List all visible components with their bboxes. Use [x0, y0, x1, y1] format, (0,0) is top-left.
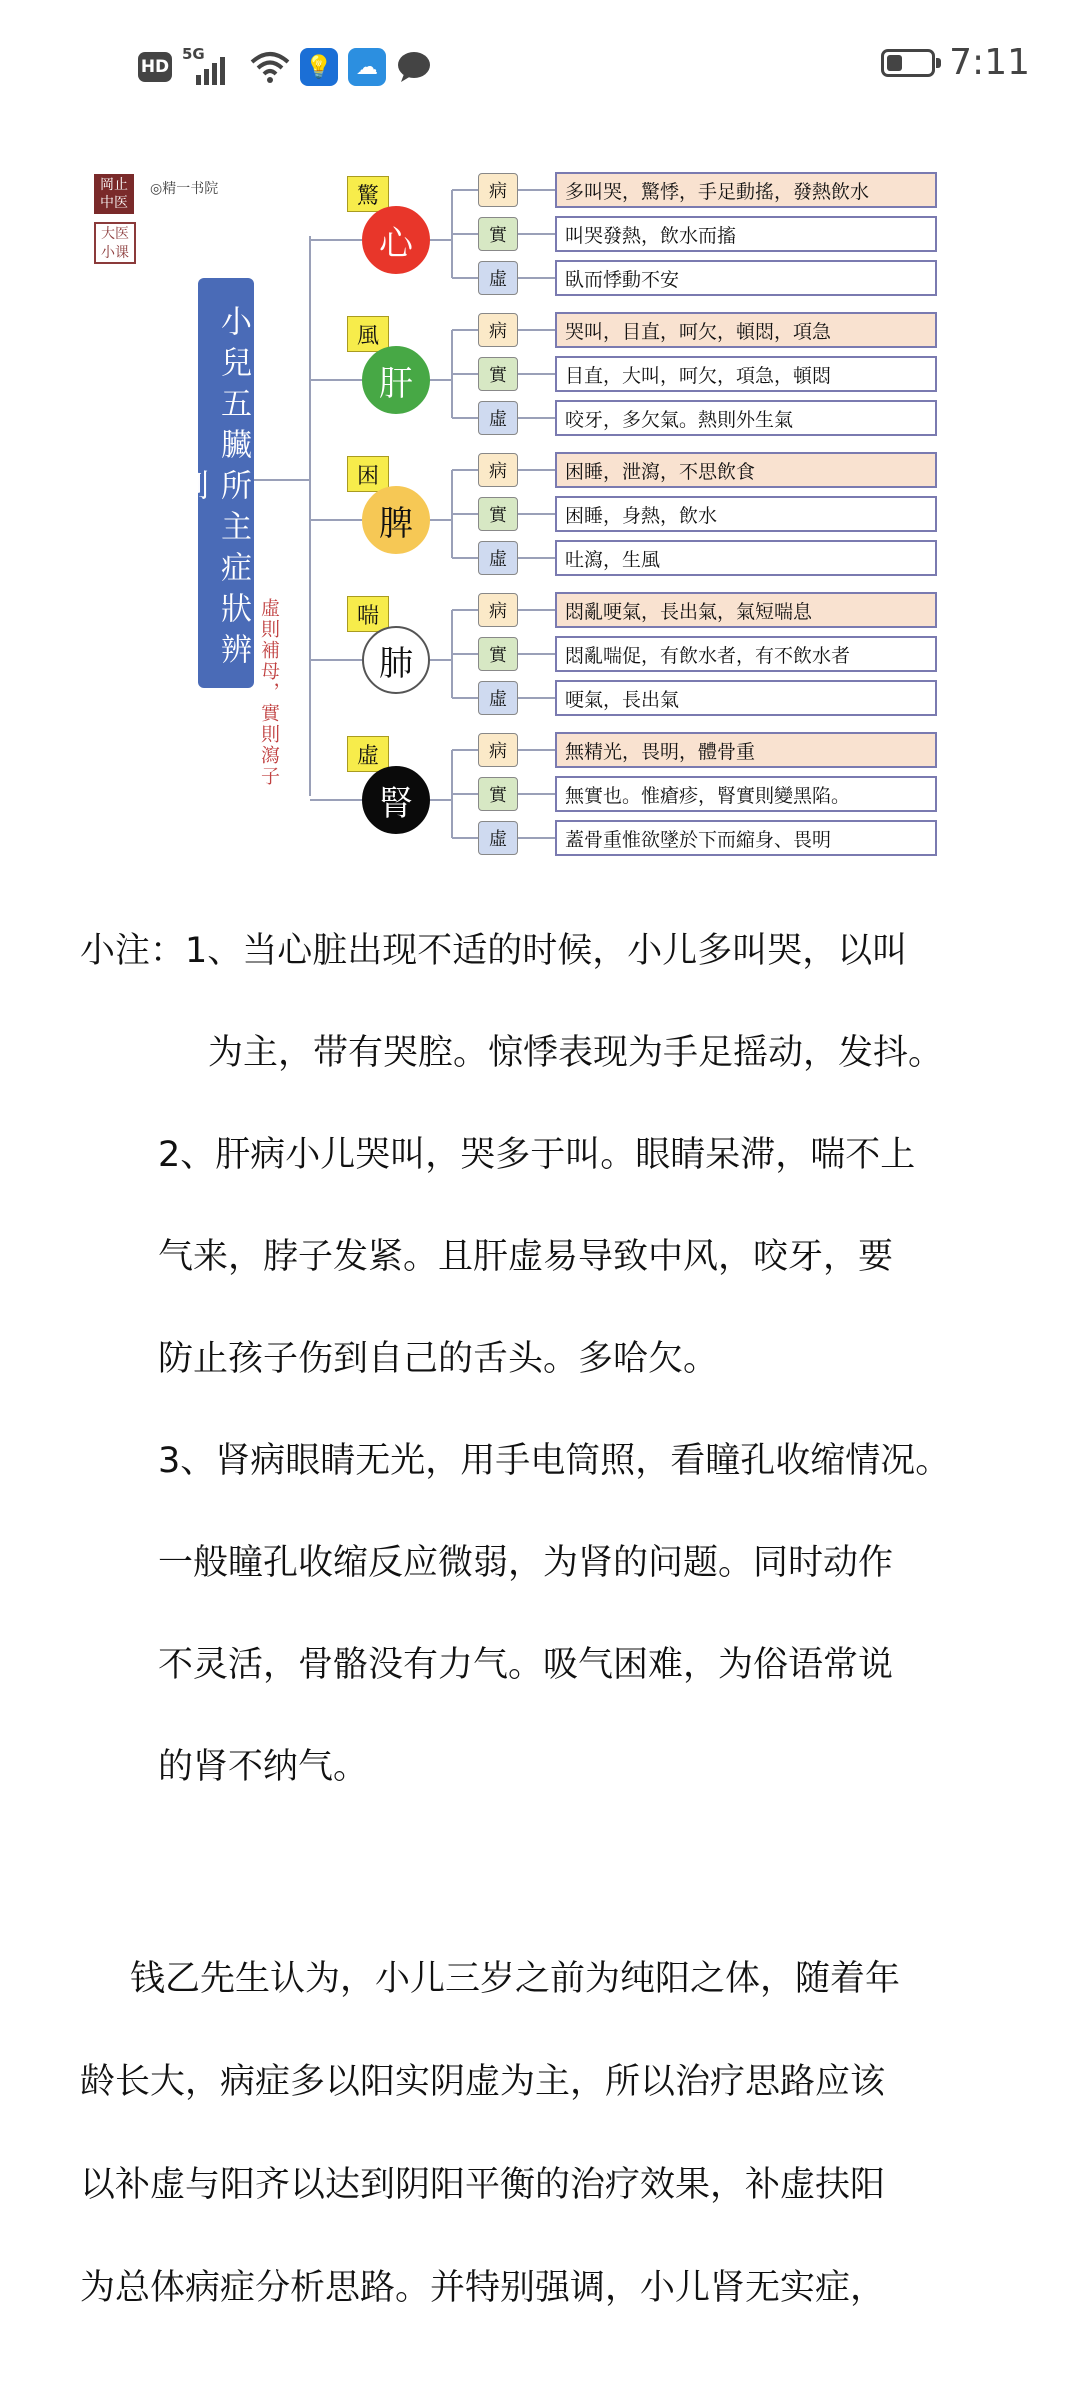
- symptom-label-bing: 病: [478, 733, 518, 767]
- symptom-box-xu: 蓋骨重惟欲墜於下而縮身、畏明: [555, 820, 937, 856]
- symptom-label-bing: 病: [478, 313, 518, 347]
- symptom-label-shi: 實: [478, 637, 518, 671]
- symptom-label-bing: 病: [478, 453, 518, 487]
- symptom-box-xu: 臥而悸動不安: [555, 260, 937, 296]
- organ-circle: 脾: [362, 486, 430, 554]
- wifi-icon: [250, 50, 290, 84]
- organ-circle: 心: [362, 206, 430, 274]
- note-line: 防止孩子伤到自己的舌头。多哈欠。: [158, 1339, 719, 1379]
- organ-symptom-diagram: [0, 150, 1080, 880]
- note-line: 的肾不纳气。: [158, 1747, 369, 1787]
- symptom-box-shi: 目直，大叫，呵欠，項急，頓悶: [555, 356, 937, 392]
- symptom-box-xu: 咬牙，多欠氣。熱則外生氣: [555, 400, 937, 436]
- symptom-label-bing: 病: [478, 173, 518, 207]
- symptom-label-xu: 虛: [478, 541, 518, 575]
- symptom-box-bing: 困睡，泄瀉，不思飲食: [555, 452, 937, 488]
- symptom-box-shi: 叫哭發熱，飲水而搐: [555, 216, 937, 252]
- symptom-label-xu: 虛: [478, 821, 518, 855]
- note-line: 小注：1、当心脏出现不适的时候，小儿多叫哭，以叫: [80, 931, 908, 971]
- paragraph-line: 为总体病症分析思路。并特别强调，小儿肾无实症，: [80, 2268, 886, 2308]
- symptom-label-bing: 病: [478, 593, 518, 627]
- clock: 7:11: [949, 42, 1030, 83]
- note-line: 一般瞳孔收缩反应微弱，为肾的问题。同时动作: [158, 1543, 894, 1583]
- symptom-label-shi: 實: [478, 217, 518, 251]
- hd-badge: HD: [138, 52, 172, 82]
- symptom-box-xu: 吐瀉，生風: [555, 540, 937, 576]
- diagram-title: 小兒五臟所主症狀辨別: [198, 278, 254, 688]
- organ-tag: 困: [347, 456, 389, 492]
- organ-circle: 腎: [362, 766, 430, 834]
- paragraph-line: 龄长大，病症多以阳实阴虚为主，所以治疗思路应该: [80, 2062, 886, 2102]
- symptom-label-shi: 實: [478, 357, 518, 391]
- symptom-box-shi: 無實也。惟瘡疹，腎實則變黑陷。: [555, 776, 937, 812]
- symptom-box-bing: 哭叫，目直，呵欠，頓悶，項急: [555, 312, 937, 348]
- organ-circle: 肺: [362, 626, 430, 694]
- symptom-label-xu: 虛: [478, 401, 518, 435]
- symptom-label-shi: 實: [478, 497, 518, 531]
- symptom-box-xu: 哽氣，長出氣: [555, 680, 937, 716]
- note-line: 为主，带有哭腔。惊悸表现为手足摇动，发抖。: [208, 1033, 944, 1073]
- symptom-label-xu: 虛: [478, 261, 518, 295]
- stamp-logo-2: 大医小课: [94, 222, 136, 264]
- paragraph-line: 钱乙先生认为，小儿三岁之前为纯阳之体，随着年: [130, 1959, 901, 1999]
- bulb-app-icon: 💡: [300, 48, 338, 86]
- symptom-box-shi: 困睡，身熱，飲水: [555, 496, 937, 532]
- diagram-side-note: 虛則補母，實則瀉子: [258, 598, 280, 787]
- publisher-label: ◎精一书院: [150, 181, 219, 197]
- status-right: [881, 42, 1030, 83]
- organ-tag: 驚: [347, 176, 389, 212]
- body-paragraph: [80, 1928, 1000, 2340]
- organ-tag: 虛: [347, 736, 389, 772]
- message-app-icon: [396, 50, 432, 84]
- note-line: 气来，脖子发紧。且肝虚易导致中风，咬牙，要: [158, 1237, 894, 1277]
- symptom-box-shi: 悶亂喘促，有飲水者，有不飲水者: [555, 636, 937, 672]
- organ-tag: 喘: [347, 596, 389, 632]
- note-line: 不灵活，骨骼没有力气。吸气困难，为俗语常说: [158, 1645, 894, 1685]
- symptom-label-xu: 虛: [478, 681, 518, 715]
- organ-circle: 肝: [362, 346, 430, 414]
- symptom-box-bing: 悶亂哽氣，長出氣，氣短喘息: [555, 592, 937, 628]
- symptom-box-bing: 無精光，畏明，體骨重: [555, 732, 937, 768]
- signal-icon: [182, 45, 240, 89]
- notes-section: [80, 900, 1000, 1818]
- note-line: 3、肾病眼睛无光，用手电筒照，看瞳孔收缩情况。: [158, 1441, 951, 1481]
- weather-app-icon: ☁: [348, 48, 386, 86]
- symptom-label-shi: 實: [478, 777, 518, 811]
- status-left: [138, 44, 432, 90]
- note-line: 2、肝病小儿哭叫，哭多于叫。眼睛呆滞，喘不上: [158, 1135, 916, 1175]
- network-type: 5G: [182, 45, 205, 63]
- paragraph-line: 以补虚与阳齐以达到阴阳平衡的治疗效果，补虚扶阳: [80, 2165, 886, 2205]
- stamp-logo: 岡止中医: [94, 174, 134, 214]
- battery-icon: [881, 49, 935, 77]
- symptom-box-bing: 多叫哭，驚悸，手足動搖，發熱飲水: [555, 172, 937, 208]
- organ-tag: 風: [347, 316, 389, 352]
- status-bar: [0, 0, 1080, 130]
